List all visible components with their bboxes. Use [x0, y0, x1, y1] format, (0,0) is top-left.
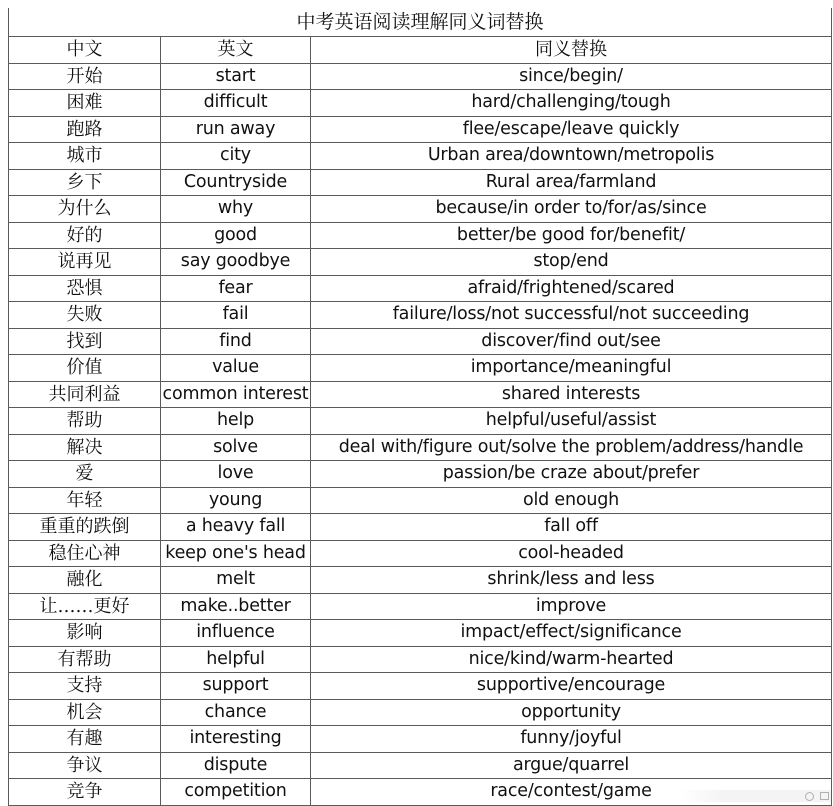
column-header-synonyms: 同义替换 — [311, 37, 832, 64]
table-row — [9, 461, 832, 488]
cell-synonyms: nice/kind/warm-hearted — [311, 646, 832, 673]
cell-english: influence — [161, 620, 311, 647]
cell-chinese: 好的 — [9, 222, 161, 249]
cell-synonyms: old enough — [311, 487, 832, 514]
cell-english: love — [161, 461, 311, 488]
table-row — [9, 222, 832, 249]
table-row — [9, 752, 832, 779]
cell-chinese: 开始 — [9, 63, 161, 90]
cell-chinese: 爱 — [9, 461, 161, 488]
cell-english: fear — [161, 275, 311, 302]
cell-chinese: 帮助 — [9, 408, 161, 435]
cell-chinese: 跑路 — [9, 116, 161, 143]
table-row — [9, 514, 832, 541]
cell-chinese: 说再见 — [9, 249, 161, 276]
cell-synonyms: flee/escape/leave quickly — [311, 116, 832, 143]
cell-synonyms: afraid/frightened/scared — [311, 275, 832, 302]
cell-synonyms: Urban area/downtown/metropolis — [311, 143, 832, 170]
cell-chinese: 城市 — [9, 143, 161, 170]
cell-chinese: 困难 — [9, 90, 161, 117]
table-row — [9, 275, 832, 302]
cell-english: keep one's head — [161, 540, 311, 567]
header-row — [9, 37, 832, 64]
watermark-overlay — [679, 790, 831, 802]
cell-english: good — [161, 222, 311, 249]
table-row — [9, 593, 832, 620]
watermark-box-icon — [820, 792, 829, 800]
table-row — [9, 567, 832, 594]
table-row — [9, 328, 832, 355]
cell-chinese: 有帮助 — [9, 646, 161, 673]
cell-chinese: 有趣 — [9, 726, 161, 753]
cell-chinese: 失败 — [9, 302, 161, 329]
cell-synonyms: passion/be craze about/prefer — [311, 461, 832, 488]
cell-chinese: 价值 — [9, 355, 161, 382]
table-row — [9, 646, 832, 673]
synonym-table — [8, 8, 832, 806]
table-body — [9, 63, 832, 805]
cell-english: chance — [161, 699, 311, 726]
cell-chinese: 影响 — [9, 620, 161, 647]
cell-synonyms: impact/effect/significance — [311, 620, 832, 647]
cell-english: common interest — [161, 381, 311, 408]
cell-chinese: 年轻 — [9, 487, 161, 514]
table-row — [9, 169, 832, 196]
cell-synonyms: deal with/figure out/solve the problem/address/handle — [311, 434, 832, 461]
cell-synonyms: argue/quarrel — [311, 752, 832, 779]
cell-chinese: 争议 — [9, 752, 161, 779]
cell-chinese: 机会 — [9, 699, 161, 726]
table-row — [9, 355, 832, 382]
cell-synonyms: Rural area/farmland — [311, 169, 832, 196]
cell-english: interesting — [161, 726, 311, 753]
table-row — [9, 381, 832, 408]
cell-chinese: 为什么 — [9, 196, 161, 223]
cell-synonyms: discover/find out/see — [311, 328, 832, 355]
cell-synonyms: since/begin/ — [311, 63, 832, 90]
cell-english: value — [161, 355, 311, 382]
cell-english: say goodbye — [161, 249, 311, 276]
cell-english: find — [161, 328, 311, 355]
cell-chinese: 解决 — [9, 434, 161, 461]
cell-synonyms: supportive/encourage — [311, 673, 832, 700]
cell-english: run away — [161, 116, 311, 143]
table-row — [9, 673, 832, 700]
cell-english: start — [161, 63, 311, 90]
cell-chinese: 共同利益 — [9, 381, 161, 408]
table-row — [9, 143, 832, 170]
table-row — [9, 434, 832, 461]
cell-english: city — [161, 143, 311, 170]
cell-chinese: 乡下 — [9, 169, 161, 196]
cell-english: dispute — [161, 752, 311, 779]
cell-chinese: 稳住心神 — [9, 540, 161, 567]
table-row — [9, 63, 832, 90]
cell-synonyms: shared interests — [311, 381, 832, 408]
cell-english: competition — [161, 779, 311, 806]
cell-english: a heavy fall — [161, 514, 311, 541]
cell-chinese: 竞争 — [9, 779, 161, 806]
table-row — [9, 116, 832, 143]
cell-synonyms: shrink/less and less — [311, 567, 832, 594]
cell-synonyms: fall off — [311, 514, 832, 541]
column-header-chinese: 中文 — [9, 37, 161, 64]
table-row — [9, 699, 832, 726]
cell-chinese: 找到 — [9, 328, 161, 355]
cell-english: why — [161, 196, 311, 223]
cell-synonyms: because/in order to/for/as/since — [311, 196, 832, 223]
table-row — [9, 726, 832, 753]
watermark-logo-icon — [805, 792, 814, 801]
cell-english: make..better — [161, 593, 311, 620]
cell-synonyms: race/contest/game — [311, 779, 832, 806]
cell-chinese: 恐惧 — [9, 275, 161, 302]
cell-synonyms: cool-headed — [311, 540, 832, 567]
cell-synonyms: failure/loss/not successful/not succeeding — [311, 302, 832, 329]
cell-chinese: 融化 — [9, 567, 161, 594]
cell-english: young — [161, 487, 311, 514]
table-row — [9, 540, 832, 567]
table-row — [9, 302, 832, 329]
cell-chinese: 支持 — [9, 673, 161, 700]
synonym-table-sheet — [8, 8, 831, 802]
cell-english: melt — [161, 567, 311, 594]
table-row — [9, 90, 832, 117]
table-row — [9, 249, 832, 276]
cell-english: helpful — [161, 646, 311, 673]
table-row — [9, 620, 832, 647]
cell-synonyms: hard/challenging/tough — [311, 90, 832, 117]
column-header-english: 英文 — [161, 37, 311, 64]
table-title: 中考英语阅读理解同义词替换 — [9, 8, 832, 37]
cell-chinese: 重重的跌倒 — [9, 514, 161, 541]
cell-english: difficult — [161, 90, 311, 117]
cell-synonyms: stop/end — [311, 249, 832, 276]
cell-english: help — [161, 408, 311, 435]
cell-synonyms: opportunity — [311, 699, 832, 726]
cell-english: solve — [161, 434, 311, 461]
table-row — [9, 196, 832, 223]
cell-synonyms: improve — [311, 593, 832, 620]
cell-english: Countryside — [161, 169, 311, 196]
cell-synonyms: importance/meaningful — [311, 355, 832, 382]
cell-english: support — [161, 673, 311, 700]
cell-synonyms: funny/joyful — [311, 726, 832, 753]
cell-synonyms: helpful/useful/assist — [311, 408, 832, 435]
table-row — [9, 408, 832, 435]
cell-english: fail — [161, 302, 311, 329]
cell-synonyms: better/be good for/benefit/ — [311, 222, 832, 249]
table-row — [9, 487, 832, 514]
cell-chinese: 让……更好 — [9, 593, 161, 620]
